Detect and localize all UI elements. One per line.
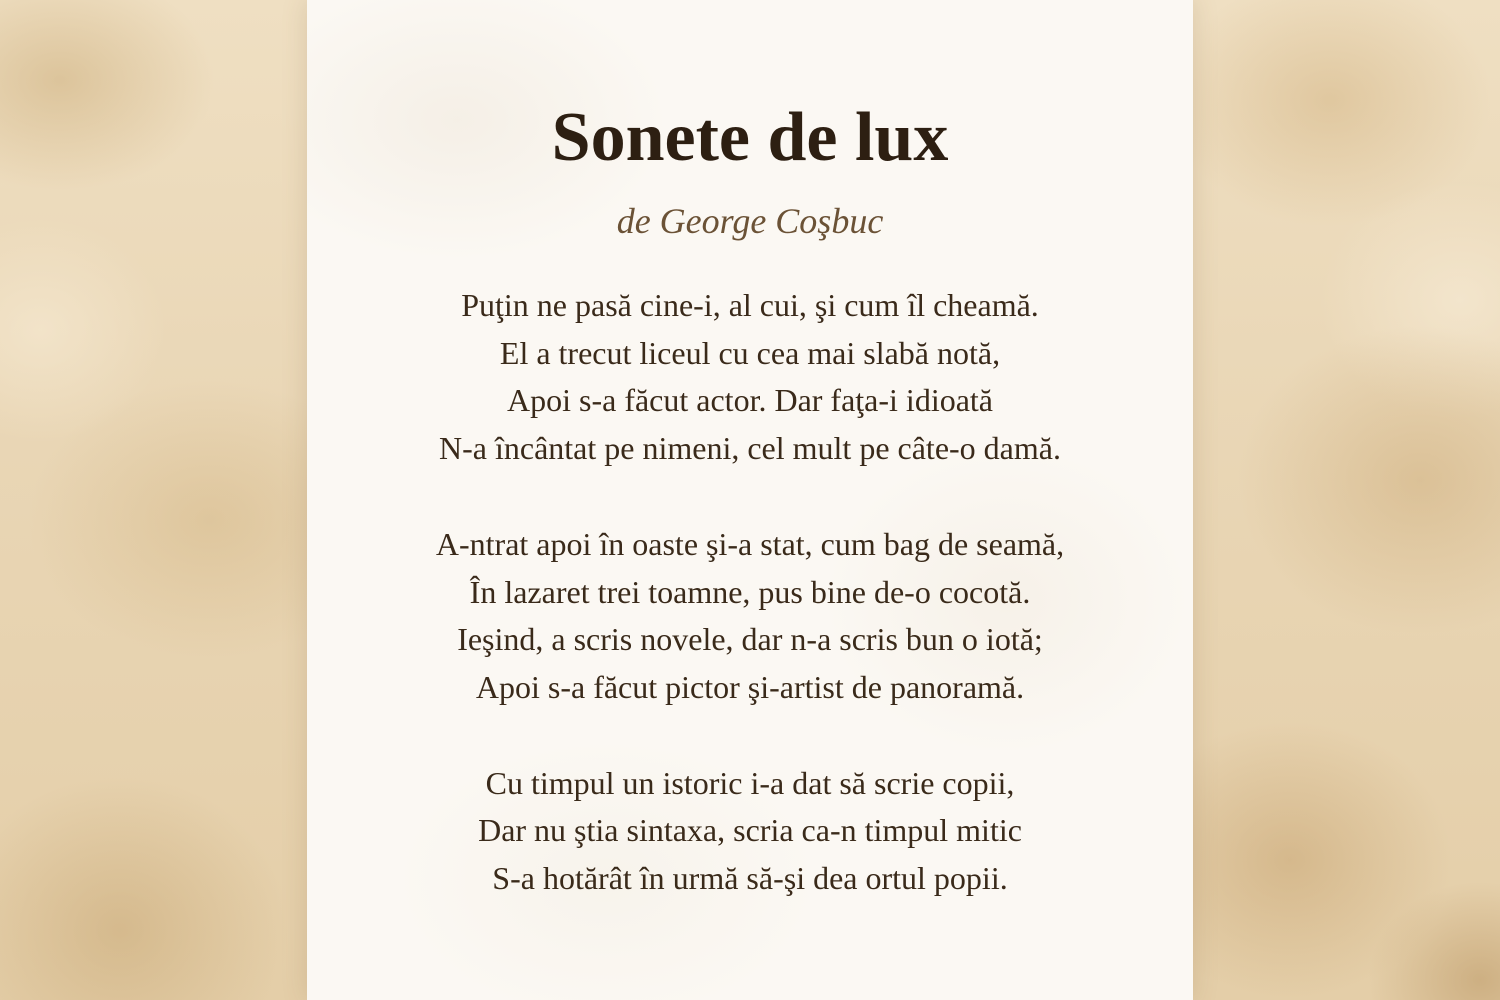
poem-author: de George Coşbuc <box>616 201 884 241</box>
poem-line: Cu timpul un istoric i-a dat să scrie copii, <box>485 764 1015 801</box>
poem-line: Puţin ne pasă cine-i, al cui, şi cum îl cheamă. <box>461 287 1039 323</box>
stanza-1 <box>307 282 1193 473</box>
poem-line: S-a hotărât în urmă să-şi dea ortul popii. <box>492 860 1008 897</box>
poem-page <box>307 0 1193 1000</box>
poem-line: El a trecut liceul cu cea mai slabă notă, <box>499 334 1001 371</box>
poem-body <box>307 282 1193 951</box>
poem-line: A-ntrat apoi în oaste şi-a stat, cum bag de seamă, <box>435 525 1065 562</box>
stanza-3 <box>307 760 1193 903</box>
stanza-2 <box>307 521 1193 712</box>
poem-line: Ieşind, a scris novele, dar n-a scris bun o iotă; <box>457 621 1043 658</box>
poem-title: Sonete de lux <box>551 99 949 176</box>
poem-line: Dar nu ştia sintaxa, scria ca-n timpul mitic <box>478 812 1022 849</box>
poem-line: N-a încântat pe nimeni, cel mult pe câte-o damă. <box>439 430 1061 467</box>
poem-line: Apoi s-a făcut actor. Dar faţa-i idioată <box>507 382 993 419</box>
poem-line: În lazaret trei toamne, pus bine de-o cocotă. <box>469 573 1031 610</box>
poem-line: Apoi s-a făcut pictor şi-artist de panoramă. <box>475 668 1025 705</box>
